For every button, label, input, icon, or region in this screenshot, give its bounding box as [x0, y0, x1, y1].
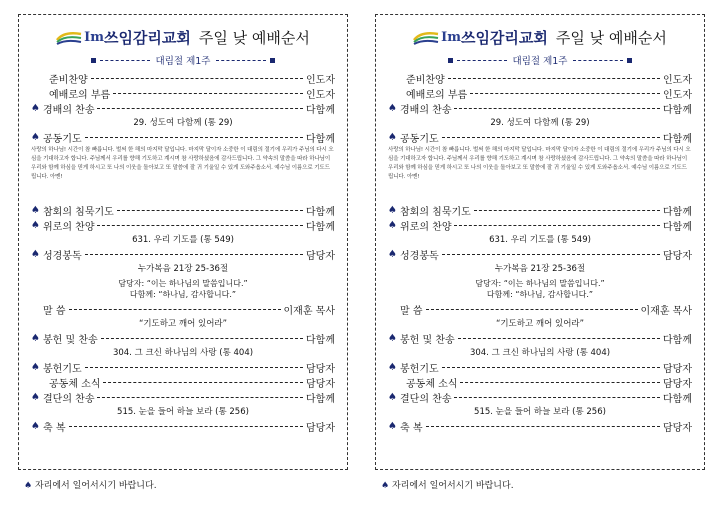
worship-item-label: 참회의 침묵기도 — [400, 207, 471, 218]
spade-marker-icon: ♠ — [388, 220, 397, 231]
worship-item-role: 다함께 — [306, 105, 335, 116]
spade-marker-icon: ♠ — [31, 362, 40, 373]
standing-note-text: 자리에서 일어서시기 바랍니다. — [391, 481, 514, 491]
responsive-line: 담당자: “이는 하나님의 말씀입니다.” — [118, 279, 248, 288]
bulletin-header — [376, 27, 704, 48]
worship-item-label: 참회의 침묵기도 — [43, 207, 114, 218]
spade-marker-icon: ♠ — [388, 421, 397, 432]
dotted-leader — [458, 338, 660, 339]
worship-item-label: 경배의 찬송 — [400, 105, 452, 116]
worship-item-label: 예배로의 부름 — [49, 90, 111, 101]
worship-item-role: 담당자 — [663, 379, 692, 390]
dotted-leader — [85, 367, 303, 368]
hymn-or-scripture: 304. 그 크신 하나님의 사랑 (통 404) — [469, 348, 611, 358]
dotted-leader — [91, 78, 303, 79]
worship-item — [388, 360, 692, 375]
church-name: 쓰임감리교회 — [103, 29, 191, 47]
spade-marker-icon: ♠ — [388, 249, 397, 260]
worship-item-role: 담당자 — [306, 379, 335, 390]
spade-marker-icon: ♠ — [31, 132, 40, 143]
dotted-leader — [442, 137, 660, 138]
spade-marker-icon: ♠ — [388, 103, 397, 114]
dotted-leader — [85, 254, 303, 255]
spade-marker-icon: ♠ — [24, 481, 33, 491]
dotted-leader — [426, 426, 661, 427]
responsive-reading — [31, 278, 335, 300]
worship-item-label: 성경봉독 — [400, 251, 439, 262]
worship-item-label: 경배의 찬송 — [43, 105, 95, 116]
worship-item-label: 성경봉독 — [43, 251, 82, 262]
worship-item-role: 인도자 — [306, 90, 335, 101]
standing-note — [24, 478, 157, 491]
worship-item-role: 담당자 — [663, 364, 692, 375]
church-logo-icon — [56, 30, 82, 46]
worship-item — [31, 218, 335, 233]
spade-marker-icon: ♠ — [381, 481, 390, 491]
worship-item-label: 준비찬양 — [49, 75, 88, 86]
hymn-or-scripture: “기도하고 깨어 있어라” — [495, 319, 585, 329]
hymn-or-scripture: “기도하고 깨어 있어라” — [138, 319, 228, 329]
worship-item — [31, 375, 335, 390]
worship-item — [31, 71, 335, 86]
worship-item-role: 다함께 — [663, 134, 692, 145]
worship-item-label: 말 씀 — [43, 306, 66, 317]
spade-marker-icon: ♠ — [31, 333, 40, 344]
worship-item-label: 공동체 소식 — [406, 379, 458, 390]
worship-item-role: 인도자 — [306, 75, 335, 86]
spade-marker-icon: ♠ — [31, 205, 40, 216]
dotted-leader — [97, 108, 303, 109]
spade-marker-icon: ♠ — [31, 421, 40, 432]
spade-marker-icon: ♠ — [388, 333, 397, 344]
worship-item-role: 다함께 — [663, 105, 692, 116]
square-bullet-icon — [448, 58, 453, 63]
bulletin-panel-left — [18, 14, 348, 470]
spade-marker-icon: ♠ — [388, 132, 397, 143]
worship-item-label: 축 복 — [400, 423, 423, 434]
hymn-or-scripture: 29. 성도여 다함께 (통 29) — [490, 118, 590, 128]
dotted-leader — [454, 225, 660, 226]
worship-item-role: 다함께 — [663, 222, 692, 233]
dotted-leader — [426, 309, 638, 310]
worship-item-role: 다함께 — [306, 134, 335, 145]
worship-item-label: 위로의 찬양 — [400, 222, 452, 233]
hymn-or-scripture: 29. 성도여 다함께 (통 29) — [133, 118, 233, 128]
subtitle-text: 대림절 제1주 — [155, 56, 211, 67]
dotted-leader — [454, 108, 660, 109]
spade-marker-icon: ♠ — [388, 205, 397, 216]
worship-item — [388, 331, 692, 346]
worship-item — [388, 390, 692, 405]
worship-item — [388, 302, 692, 317]
subtitle-text: 대림절 제1주 — [512, 56, 568, 67]
responsive-line: 담당자: “이는 하나님의 말씀입니다.” — [475, 279, 605, 288]
worship-item — [31, 331, 335, 346]
worship-item-role: 담당자 — [306, 423, 335, 434]
worship-item — [31, 86, 335, 101]
hymn-or-scripture: 누가복음 21장 25-36절 — [137, 264, 229, 274]
standing-note — [381, 478, 514, 491]
worship-item-label: 봉헌 및 찬송 — [400, 335, 455, 346]
subtitle — [19, 53, 347, 67]
dotted-leader — [442, 367, 660, 368]
worship-item-role: 담당자 — [663, 251, 692, 262]
prayer-text: 사랑의 하나님! 시간이 참 빠릅니다. 벌써 한 해의 마지막 달입니다. 마지막 달이자 소중한 이 대림의 절기에 우리가 주님의 다시 오심을 기대하고자 합니다. 주님께서 우리를 향해 기도하고 계시며 참 사랑하셨음에 감사드립니다. 그 약속의 말씀을 따라 하나님이 우리와 함께 하심을 믿게 하시고 또 나의 이웃을 돌아보고 또 말씀에 잘 귀 기울일 수 있게 도와주옵소서. 예수님 이름으로 기도드립니다. 아멘! — [31, 147, 334, 180]
order-of-worship — [31, 71, 335, 434]
dotted-leader — [69, 426, 304, 427]
worship-item-role: 담당자 — [306, 251, 335, 262]
worship-item — [388, 86, 692, 101]
worship-item-role: 다함께 — [306, 207, 335, 218]
brand-prefix: Im — [441, 30, 461, 45]
dotted-leader — [103, 382, 303, 383]
worship-item-role: 담당자 — [306, 364, 335, 375]
worship-item-role: 다함께 — [663, 394, 692, 405]
responsive-reading — [388, 278, 692, 300]
dotted-leader — [470, 93, 660, 94]
service-title: 주일 낮 예배순서 — [555, 29, 667, 47]
worship-item — [388, 419, 692, 434]
worship-item — [31, 247, 335, 262]
dotted-leader — [69, 309, 281, 310]
hymn-or-scripture: 304. 그 크신 하나님의 사랑 (통 404) — [112, 348, 254, 358]
worship-item-role: 다함께 — [306, 335, 335, 346]
hymn-or-scripture: 631. 우리 기도를 (통 549) — [489, 235, 591, 245]
responsive-line: 다함께: “하나님, 감사합니다.” — [486, 290, 594, 299]
worship-item — [388, 247, 692, 262]
dotted-leader — [113, 93, 303, 94]
dotted-leader — [117, 210, 303, 211]
worship-item — [388, 203, 692, 218]
spade-marker-icon: ♠ — [31, 103, 40, 114]
worship-item-role: 이재훈 목사 — [640, 306, 692, 317]
square-bullet-icon — [627, 58, 632, 63]
worship-item — [388, 375, 692, 390]
worship-item-label: 봉헌기도 — [43, 364, 82, 375]
worship-item — [31, 101, 335, 116]
worship-item-role: 다함께 — [663, 207, 692, 218]
worship-item-label: 결단의 찬송 — [400, 394, 452, 405]
dotted-leader — [454, 397, 660, 398]
worship-item-label: 공동체 소식 — [49, 379, 101, 390]
worship-item-label: 예배로의 부름 — [406, 90, 468, 101]
worship-item-label: 위로의 찬양 — [43, 222, 95, 233]
bulletin-panel-right — [375, 14, 705, 470]
worship-item-role: 인도자 — [663, 75, 692, 86]
order-of-worship — [388, 71, 692, 434]
worship-item — [31, 203, 335, 218]
worship-item-role: 다함께 — [663, 335, 692, 346]
bulletin-header — [19, 27, 347, 48]
worship-item — [31, 360, 335, 375]
dotted-leader — [474, 210, 660, 211]
dotted-leader — [460, 382, 660, 383]
worship-item-label: 봉헌 및 찬송 — [43, 335, 98, 346]
worship-item — [31, 390, 335, 405]
worship-item — [31, 419, 335, 434]
worship-item-label: 결단의 찬송 — [43, 394, 95, 405]
worship-item — [388, 71, 692, 86]
worship-item-label: 공동기도 — [43, 134, 82, 145]
worship-item-label: 공동기도 — [400, 134, 439, 145]
spade-marker-icon: ♠ — [31, 220, 40, 231]
worship-item — [388, 218, 692, 233]
brand-prefix: Im — [84, 30, 104, 45]
worship-item — [31, 130, 335, 145]
subtitle — [376, 53, 704, 67]
service-title: 주일 낮 예배순서 — [198, 29, 310, 47]
worship-item-label: 준비찬양 — [406, 75, 445, 86]
dotted-leader — [448, 78, 660, 79]
worship-item-role: 인도자 — [663, 90, 692, 101]
spade-marker-icon: ♠ — [31, 392, 40, 403]
square-bullet-icon — [270, 58, 275, 63]
responsive-line: 다함께: “하나님, 감사합니다.” — [129, 290, 237, 299]
square-bullet-icon — [91, 58, 96, 63]
church-logo-icon — [413, 30, 439, 46]
hymn-or-scripture: 누가복음 21장 25-36절 — [494, 264, 586, 274]
worship-item — [388, 130, 692, 145]
hymn-or-scripture: 515. 눈을 들어 하늘 보라 (통 256) — [474, 407, 606, 417]
worship-item — [31, 302, 335, 317]
dotted-leader — [97, 225, 303, 226]
worship-item-role: 이재훈 목사 — [283, 306, 335, 317]
dotted-leader — [101, 338, 303, 339]
worship-item-label: 봉헌기도 — [400, 364, 439, 375]
worship-item-role: 다함께 — [306, 222, 335, 233]
hymn-or-scripture: 515. 눈을 들어 하늘 보라 (통 256) — [117, 407, 249, 417]
dotted-leader — [85, 137, 303, 138]
spade-marker-icon: ♠ — [31, 249, 40, 260]
dotted-leader — [97, 397, 303, 398]
church-name: 쓰임감리교회 — [460, 29, 548, 47]
worship-item-role: 다함께 — [306, 394, 335, 405]
standing-note-text: 자리에서 일어서시기 바랍니다. — [34, 481, 157, 491]
spade-marker-icon: ♠ — [388, 392, 397, 403]
worship-item — [388, 101, 692, 116]
worship-item-label: 말 씀 — [400, 306, 423, 317]
prayer-text: 사랑의 하나님! 시간이 참 빠릅니다. 벌써 한 해의 마지막 달입니다. 마지막 달이자 소중한 이 대림의 절기에 우리가 주님의 다시 오심을 기대하고자 합니다. 주님께서 우리를 향해 기도하고 계시며 참 사랑하셨음에 감사드립니다. 그 약속의 말씀을 따라 하나님이 우리와 함께 하심을 믿게 하시고 또 나의 이웃을 돌아보고 또 말씀에 잘 귀 기울일 수 있게 도와주옵소서. 예수님 이름으로 기도드립니다. 아멘! — [388, 147, 691, 180]
spade-marker-icon: ♠ — [388, 362, 397, 373]
dotted-leader — [442, 254, 660, 255]
worship-item-label: 축 복 — [43, 423, 66, 434]
hymn-or-scripture: 631. 우리 기도를 (통 549) — [132, 235, 234, 245]
worship-item-role: 담당자 — [663, 423, 692, 434]
